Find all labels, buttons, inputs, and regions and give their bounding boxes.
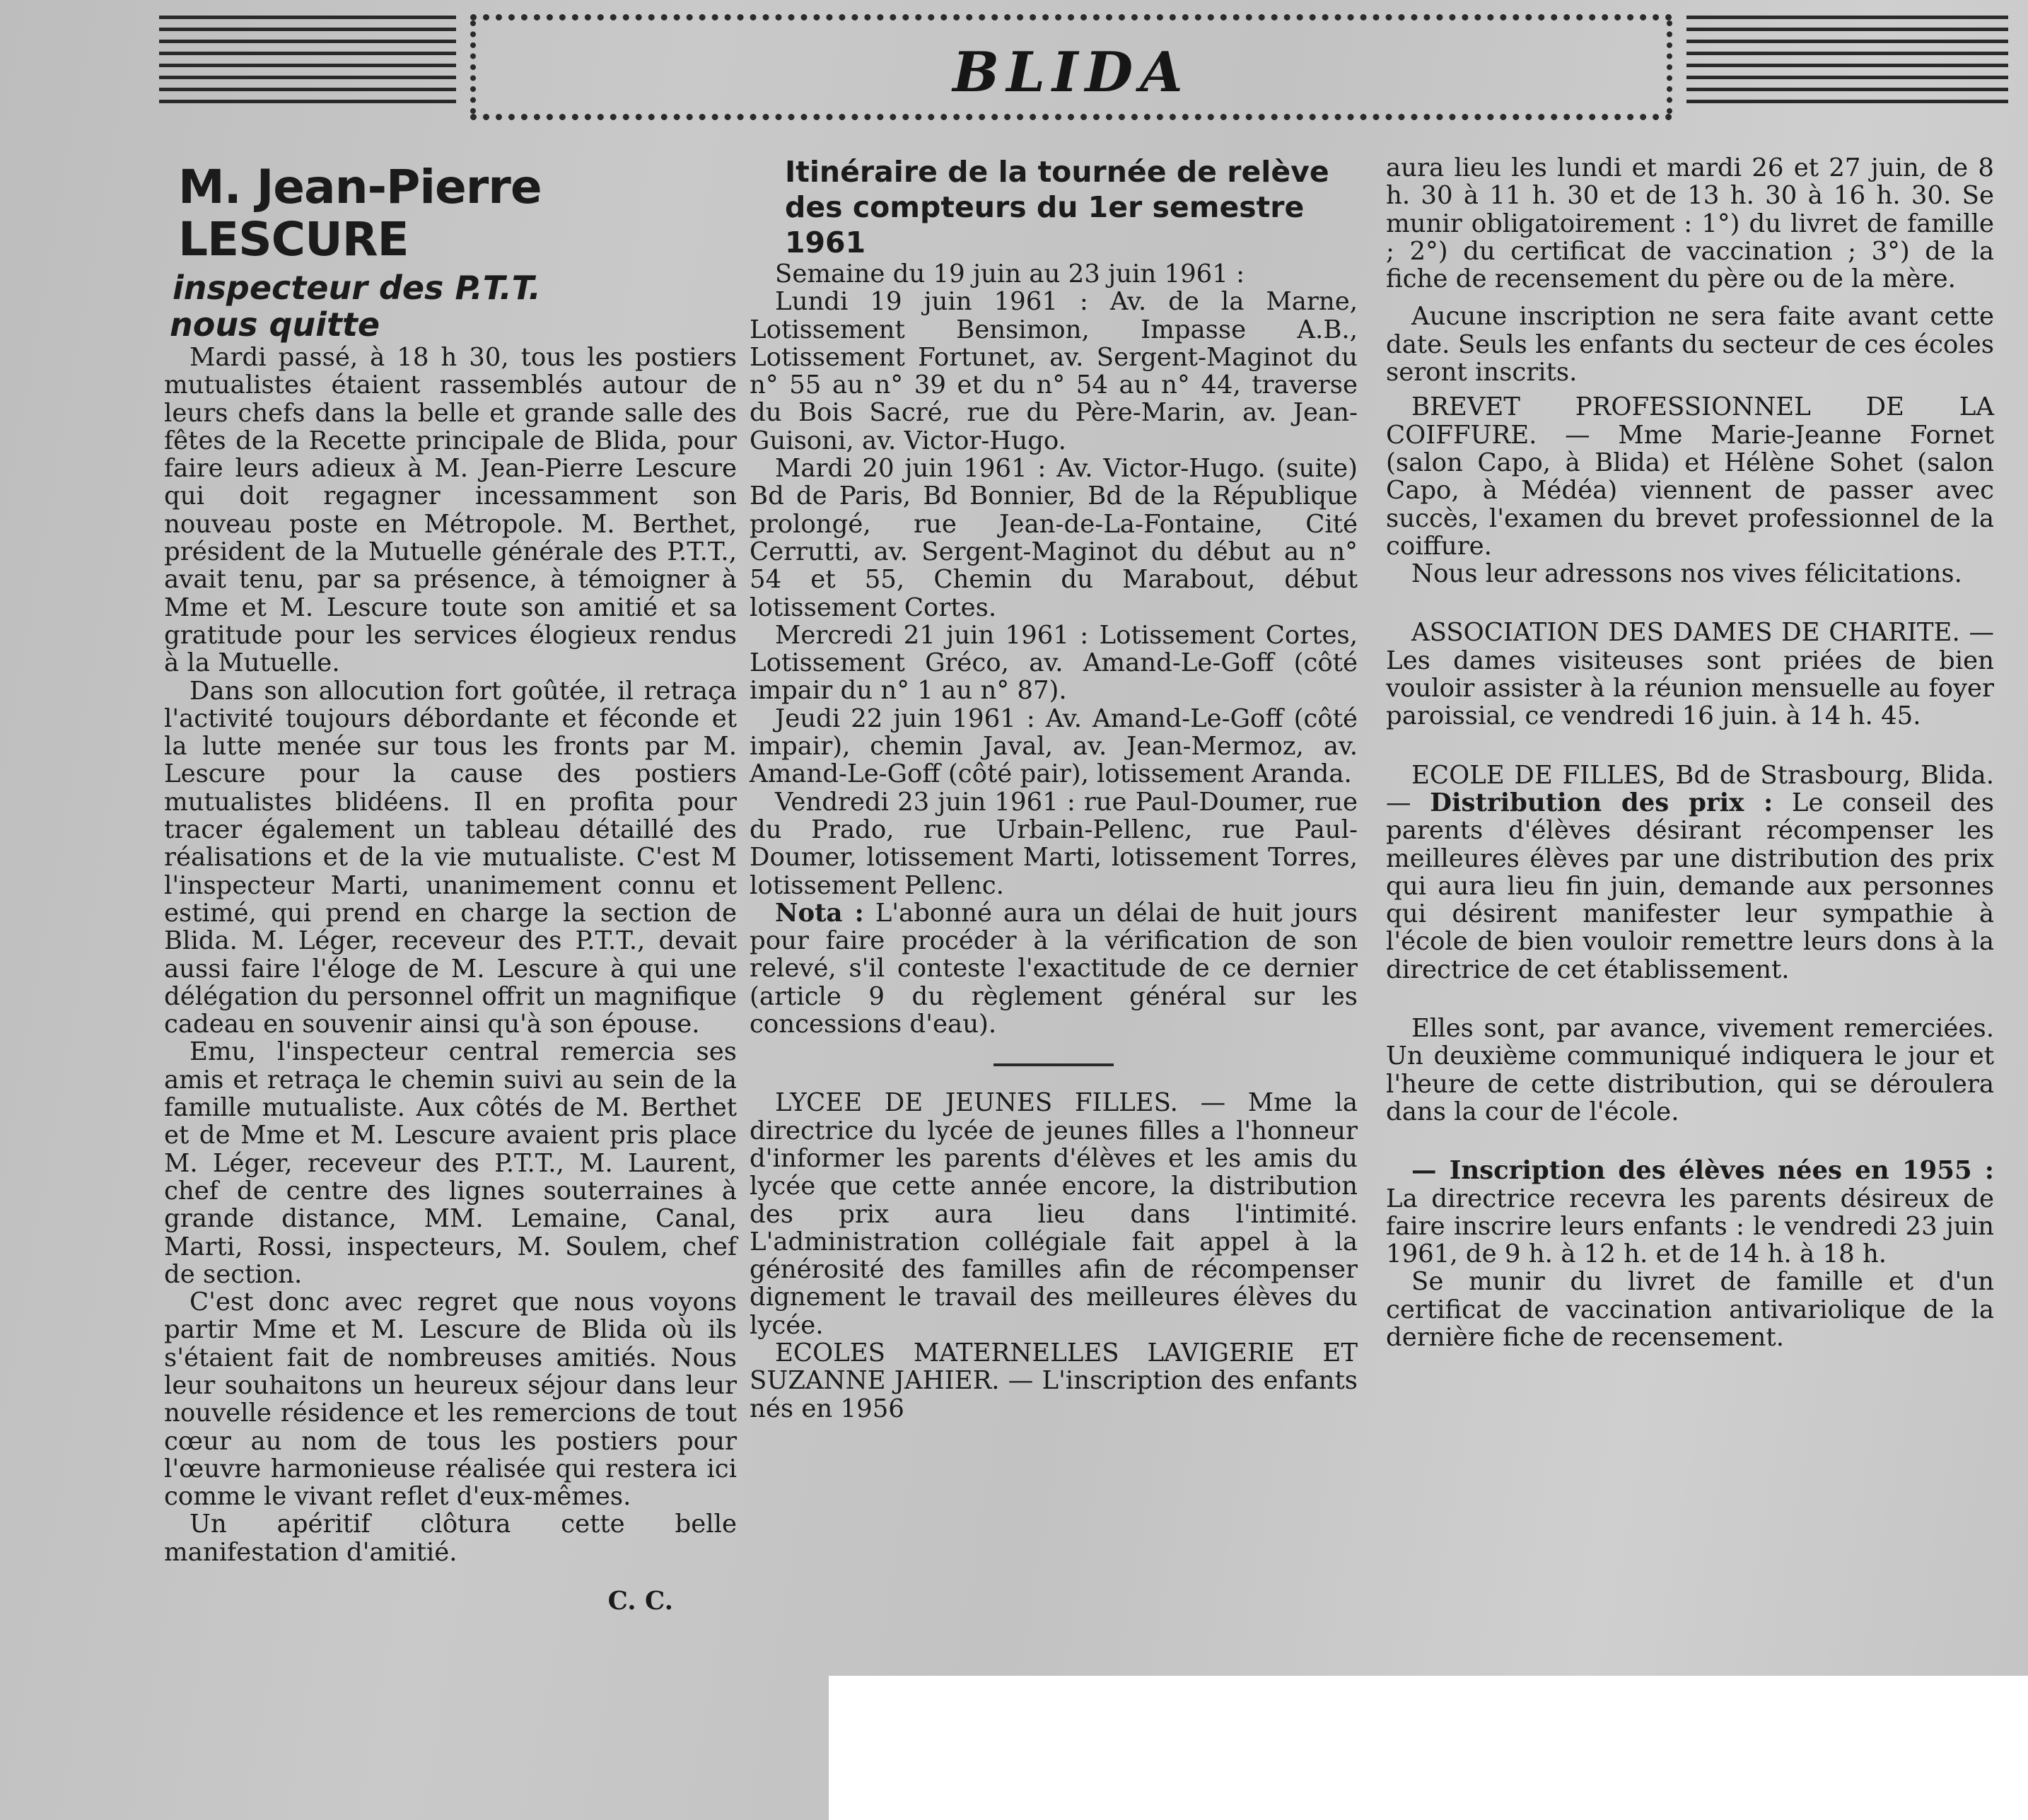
- column-1: [164, 161, 737, 1615]
- masthead-rule-left: [159, 16, 456, 122]
- itinerary-nota: [750, 899, 1358, 1038]
- ecole-text: Le conseil des parents d'élèves désirant récompenser les meilleures élèves par une distribution des prix qui aura lieu fin juin, demande aux personnes qui désirent manifester leur sympathie à l'école de bien vouloir remettre leurs dons à la directrice de cet établissement.: [1386, 788, 1994, 984]
- column-2: [750, 154, 1358, 1423]
- itinerary-day: Vendredi 23 juin 1961 : rue Paul-Doumer, rue du Prado, rue Urbain-Pellenc, rue Paul-Doumer, lotissement Marti, lotissement Torres, lotissement Pellenc.: [750, 787, 1358, 900]
- association-notice: ASSOCIATION DES DAMES DE CHARITE. — Les dames visiteuses sont priées de bien vouloir assister à la réunion mensuelle au foyer paroissial, ce vendredi 16 juin. à 14 h. 45.: [1386, 618, 1994, 731]
- maternelles-continued: aura lieu les lundi et mardi 26 et 27 juin, de 8 h. 30 à 11 h. 30 et de 13 h. 30 à 16 h. 30. Se munir obligatoirement : 1°) du livret de famille ; 2°) du certificat de vaccination ; 3°) de la fiche de recensement du père ou de la mère.: [1386, 153, 1994, 294]
- column-3: [1386, 154, 1994, 1351]
- article-paragraph: Emu, l'inspecteur central remercia ses amis et retraça le chemin suivi au sein de la famille mutualiste. Aux côtés de M. Berthet et de Mme et M. Lescure avaient pris place M. Léger, receveur des P.T.T., M. Laurent, chef de centre des lignes souterraines à grande distance, MM. Lemaine, Canal, Marti, Rossi, inspecteurs, M. Soulem, chef de section.: [164, 1037, 737, 1289]
- masthead-title: BLIDA: [952, 40, 1190, 105]
- nota-text: L'abonné aura un délai de huit jours pour faire procéder à la vérification de son relevé, s'il conteste l'exactitude de ce dernier (article 9 du règlement général sur les concessions d'eau).: [750, 898, 1358, 1039]
- maternelles-notice: ECOLES MATERNELLES LAVIGERIE ET SUZANNE JAHIER. — L'inscription des enfants nés en 1956: [750, 1338, 1358, 1423]
- maternelles-note: Aucune inscription ne sera faite avant cette date. Seuls les enfants du secteur de ces écoles seront inscrits.: [1386, 302, 1994, 387]
- brevet-notice: BREVET PROFESSIONNEL DE LA COIFFURE. — Mme Marie-Jeanne Fornet (salon Capo, à Blida) et Hélène Sohet (salon Capo, à Médéa) viennent de passer avec succès, l'examen du brevet professionnel de la coiffure.: [1386, 392, 1994, 561]
- masthead-rule-right: [1686, 16, 2008, 122]
- itinerary-headline-2: des compteurs du 1er semestre 1961: [785, 190, 1305, 259]
- article-paragraph: C'est donc avec regret que nous voyons partir Mme et M. Lescure de Blida où ils s'étaient fait de nombreuses amitiés. Nous leur souhaitons un heureux séjour dans leur nouvelle résidence et les remercions de tout cœur au nom de tous les postiers pour l'œuvre harmonieuse réalisée qui restera ici comme le vivant reflet d'eux-mêmes.: [164, 1288, 737, 1512]
- itinerary-day: Mardi 20 juin 1961 : Av. Victor-Hugo. (suite) Bd de Paris, Bd Bonnier, Bd de la République prolongé, rue Jean-de-La-Fontaine, Cité Cerrutti, av. Sergent-Maginot du début au n° 54 et 55, Chemin du Marabout, début lotissement Cortes.: [750, 454, 1358, 622]
- article-paragraph: Un apéritif clôtura cette belle manifestation d'amitié.: [164, 1510, 737, 1567]
- itinerary-headline-1: Itinéraire de la tournée de relève: [785, 155, 1329, 189]
- inscription-notice: [1386, 1157, 1994, 1268]
- inscription-note: Se munir du livret de famille et d'un certificat de vaccination antivariolique de la dernière fiche de recensement.: [1386, 1267, 1994, 1352]
- ecole-distribution-label: Distribution des prix :: [1430, 788, 1773, 817]
- ecole-notice: [1386, 762, 1994, 984]
- itinerary-day: Lundi 19 juin 1961 : Av. de la Marne, Lotissement Bensimon, Impasse A.B., Lotissement Fortunet, av. Sergent-Maginot du n° 55 au n° 39 et du n° 54 au n° 44, traverse du Bois Sacré, rue du Père-Marin, av. Jean-Guisoni, av. Victor-Hugo.: [750, 287, 1358, 455]
- inscription-text: La directrice recevra les parents désireux de faire inscrire leurs enfants : le vendredi 23 juin 1961, de 9 h. à 12 h. et de 14 h. à 18 h.: [1386, 1184, 1994, 1269]
- article-paragraph: Mardi passé, à 18 h 30, tous les postiers mutualistes étaient rassemblés autour de leurs chefs dans la belle et grande salle des fêtes de la Recette principale de Blida, pour faire leurs adieux à M. Jean-Pierre Lescure qui doit regagner incessamment son nouveau poste en Métropole. M. Berthet, président de la Mutuelle générale des P.T.T., avait tenu, par sa présence, à témoigner à Mme et M. Lescure toute son amitié et sa gratitude pour les services élogieux rendus à la Mutuelle.: [164, 343, 737, 678]
- article-subhead: inspecteur des P.T.T.: [173, 269, 541, 307]
- lycee-notice: LYCEE DE JEUNES FILLES. — Mme la directrice du lycée de jeunes filles a l'honneur d'informer les parents d'élèves et les amis du lycée que cette année encore, la distribution des prix aura lieu dans l'intimité. L'administration collégiale fait appel à la générosité des familles afin de récompenser dignement le travail des meilleures élèves du lycée.: [750, 1088, 1358, 1340]
- ecole-thanks: Elles sont, par avance, vivement remerciées. Un deuxième communiqué indiquera le jour et l'heure de cette distribution, qui se déroulera dans la cour de l'école.: [1386, 1014, 1994, 1126]
- masthead-box: [470, 14, 1672, 120]
- inscription-label: — Inscription des élèves nées en 1955 :: [1411, 1156, 1994, 1186]
- separator-rule: [993, 1063, 1114, 1066]
- article-signature: C. C.: [607, 1587, 673, 1616]
- ecole-intro: ECOLE DE FILLES, Bd de Strasbourg, Blida. —: [1386, 760, 1994, 817]
- itinerary-week: Semaine du 19 juin au 23 juin 1961 :: [775, 259, 1245, 288]
- article-subhead-2: nous quitte: [170, 305, 380, 344]
- brevet-felicitations: Nous leur adressons nos vives félicitations.: [1411, 559, 1962, 589]
- article-paragraph: Dans son allocution fort goûtée, il retraça l'activité toujours débordante et féconde et la lutte menée sur tous les fronts par M. Lescure pour la cause des postiers mutualistes blidéens. Il en profita pour tracer également un tableau détaillé des réalisations et de la vie mutualiste. C'est M l'inspecteur Marti, unanimement connu et estimé, qui prend en charge la section de Blida. M. Léger, receveur des P.T.T., devait aussi faire l'éloge de M. Lescure à qui une délégation du personnel offrit un magnifique cadeau en souvenir ainsi qu'à son épouse.: [164, 676, 737, 1039]
- itinerary-day: Jeudi 22 juin 1961 : Av. Amand-Le-Goff (côté impair), chemin Javal, av. Jean-Mermoz, av. Amand-Le-Goff (côté pair), lotissement Aranda.: [750, 704, 1358, 789]
- itinerary-day: Mercredi 21 juin 1961 : Lotissement Cortes, Lotissement Gréco, av. Amand-Le-Goff (côté impair du n° 1 au n° 87).: [750, 620, 1358, 706]
- article-headline: M. Jean-Pierre LESCURE: [178, 160, 542, 267]
- blank-area: [829, 1676, 2028, 1820]
- nota-label: Nota :: [775, 898, 864, 928]
